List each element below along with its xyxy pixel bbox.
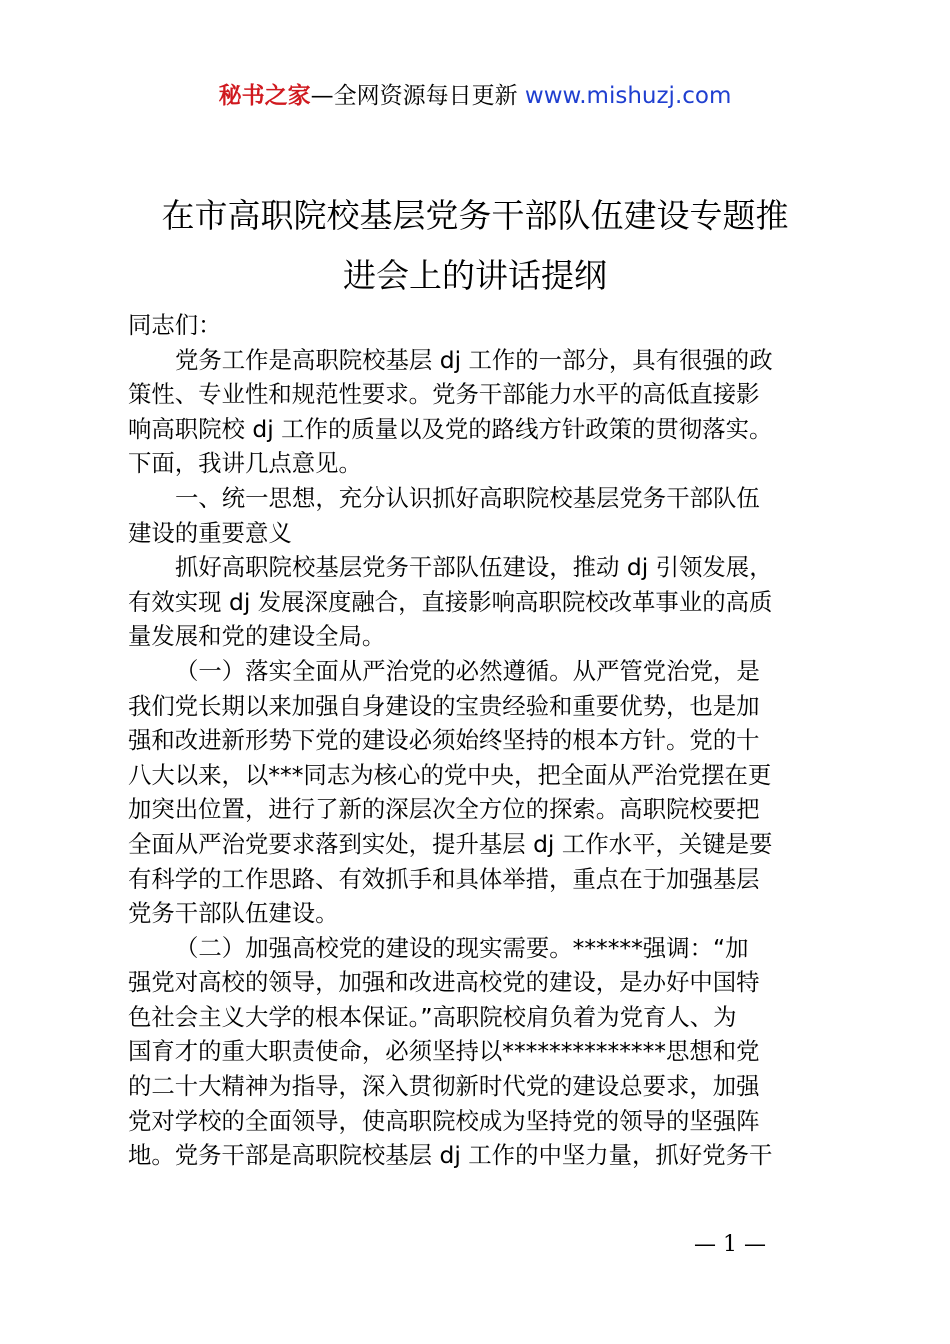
body-line: 强和改进新形势下党的建设必须始终坚持的根本方针。党的十	[128, 726, 760, 755]
body-line: 党务工作是高职院校基层 dj 工作的一部分，具有很强的政	[175, 345, 773, 374]
body-line: 色社会主义大学的根本保证。”高职院校肩负着为党育人、为	[128, 1002, 737, 1031]
document-title-line-2: 进会上的讲话提纲	[343, 256, 607, 295]
body-line: 抓好高职院校基层党务干部队伍建设，推动 dj 引领发展，	[175, 553, 773, 582]
site-header	[0, 78, 950, 114]
document-title	[0, 186, 950, 306]
site-slogan: —全网资源每日更新	[310, 83, 525, 109]
body-line: 地。党务干部是高职院校基层 dj 工作的中坚力量，抓好党务干	[128, 1141, 773, 1170]
document-title-line-1: 在市高职院校基层党务干部队伍建设专题推	[161, 196, 789, 235]
body-line: 我们党长期以来加强自身建设的宝贵经验和重要优势，也是加	[128, 691, 760, 720]
site-brand: 秘书之家	[218, 83, 311, 109]
body-line: 响高职院校 dj 工作的质量以及党的路线方针政策的贯彻落实。	[128, 414, 773, 443]
body-line: （二）加强高校党的建设的现实需要。******强调：“加	[175, 933, 749, 962]
site-url-link[interactable]: www.mishuzj.com	[524, 83, 732, 109]
body-line: 党务干部队伍建设。	[128, 899, 339, 928]
body-line: 有效实现 dj 发展深度融合，直接影响高职院校改革事业的高质	[128, 587, 773, 616]
body-line: 全面从严治党要求落到实处，提升基层 dj 工作水平，关键是要	[128, 829, 773, 858]
body-line: 量发展和党的建设全局。	[128, 622, 386, 651]
body-line: 国育才的重大职责使命，必须坚持以**************思想和党	[128, 1037, 760, 1066]
body-line: 强党对高校的领导，加强和改进高校党的建设，是办好中国特	[128, 968, 760, 997]
salutation: 同志们：	[128, 311, 222, 339]
section-heading-line: 一、统一思想，充分认识抓好高职院校基层党务干部队伍	[175, 483, 760, 512]
section-heading-line: 建设的重要意义	[128, 518, 292, 547]
body-line: 的二十大精神为指导，深入贯彻新时代党的建设总要求，加强	[128, 1072, 760, 1101]
body-line: （一）落实全面从严治党的必然遵循。从严管党治党，是	[175, 656, 760, 685]
document-body	[128, 308, 832, 1173]
body-line: 八大以来，以***同志为核心的党中央，把全面从严治党摆在更	[128, 760, 772, 789]
page-number: — 1 —	[694, 1232, 766, 1257]
body-line: 加突出位置，进行了新的深层次全方位的探索。高职院校要把	[128, 795, 760, 824]
body-line: 有科学的工作思路、有效抓手和具体举措，重点在于加强基层	[128, 864, 760, 893]
body-line: 下面，我讲几点意见。	[128, 449, 362, 478]
body-line: 策性、专业性和规范性要求。党务干部能力水平的高低直接影	[128, 380, 760, 409]
body-line: 党对学校的全面领导，使高职院校成为坚持党的领导的坚强阵	[128, 1106, 760, 1135]
